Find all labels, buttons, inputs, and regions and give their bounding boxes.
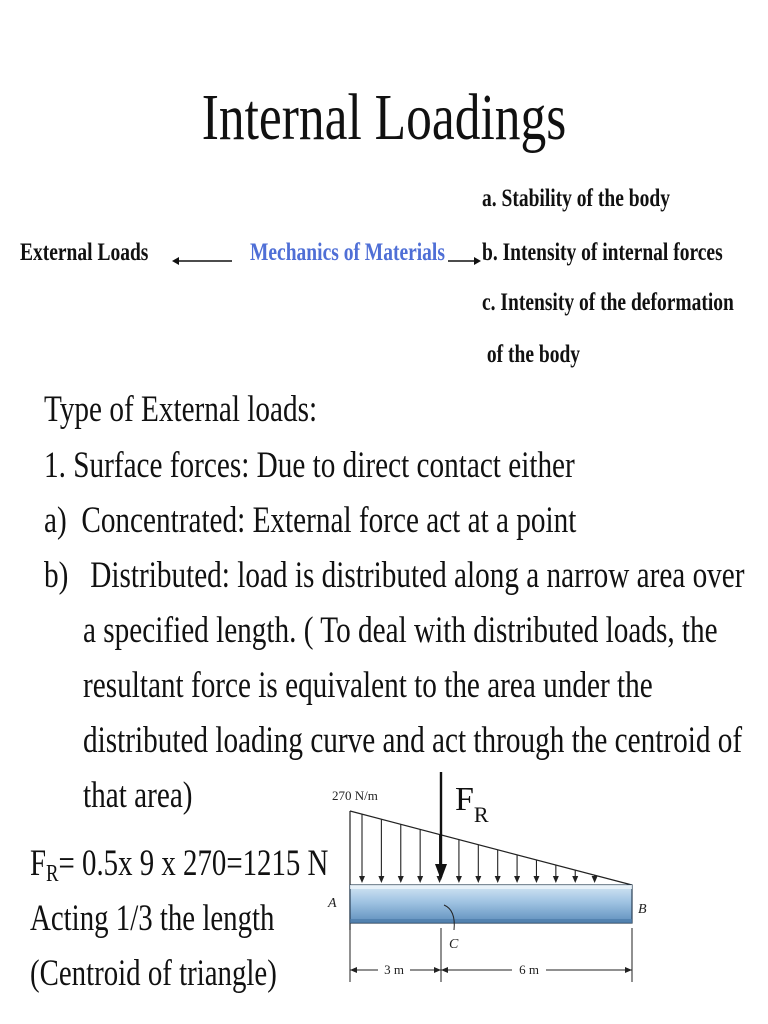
slide-title: Internal Loadings (201, 81, 567, 154)
load-arrow-icon (592, 875, 598, 883)
body-line: 1. Surface forces: Due to direct contact either (44, 445, 575, 486)
force-symbol: F (455, 781, 474, 818)
body-line: a specified length. ( To deal with distributed loads, the (83, 610, 718, 651)
arrow-left-icon (170, 250, 234, 270)
point-c-label: C (449, 937, 459, 952)
beam-diagram (310, 770, 662, 1020)
load-arrow-icon (514, 855, 520, 883)
load-arrow-icon (456, 840, 462, 883)
resultant-location: Acting 1/3 the length (30, 898, 275, 939)
resultant-subscript: R (46, 861, 59, 887)
body-line: a) Concentrated: External force act at a point (44, 500, 577, 541)
load-profile-line (350, 811, 632, 885)
body-line: b) Distributed: load is distributed along a narrow area over (44, 555, 745, 596)
load-intensity-label: 270 N/m (332, 788, 378, 803)
load-arrow-icon (533, 860, 539, 883)
body-line: Type of External loads: (44, 389, 318, 430)
point-b-label: B (638, 902, 647, 917)
load-arrow-icon (572, 870, 578, 883)
arrow-right-icon (447, 250, 483, 270)
resultant-centroid-note: (Centroid of triangle) (30, 953, 277, 994)
body-line: that area) (83, 775, 193, 816)
load-arrow-icon (398, 824, 404, 883)
load-arrow-icon (359, 814, 365, 883)
body-line: resultant force is equivalent to the area under the (83, 665, 653, 706)
external-loads-label: External Loads (20, 239, 149, 266)
outcome-b: b. Intensity of internal forces (482, 239, 723, 266)
force-subscript: R (473, 802, 489, 827)
outcome-c: c. Intensity of the deformation (482, 289, 734, 316)
resultant-force-arrow-icon (435, 772, 447, 880)
mechanics-of-materials-label: Mechanics of Materials (250, 239, 445, 266)
resultant-equation (30, 842, 328, 896)
outcome-a: a. Stability of the body (482, 185, 670, 212)
dimension-left-label: 3 m (384, 962, 404, 977)
load-arrow-icon (475, 845, 481, 883)
beam (350, 885, 632, 923)
resultant-symbol: F (30, 843, 47, 884)
force-label (455, 781, 489, 827)
resultant-equation-text: = 0.5x 9 x 270=1215 N (58, 843, 329, 884)
point-a-label: A (328, 896, 337, 911)
load-arrow-icon (417, 829, 423, 883)
load-arrow-icon (378, 819, 384, 883)
dimension-right-label: 6 m (519, 962, 539, 977)
load-arrow-icon (553, 865, 559, 883)
body-line: distributed loading curve and act through the centroid of (83, 720, 743, 761)
outcome-c-continued: of the body (482, 341, 581, 368)
load-arrow-icon (495, 850, 501, 883)
